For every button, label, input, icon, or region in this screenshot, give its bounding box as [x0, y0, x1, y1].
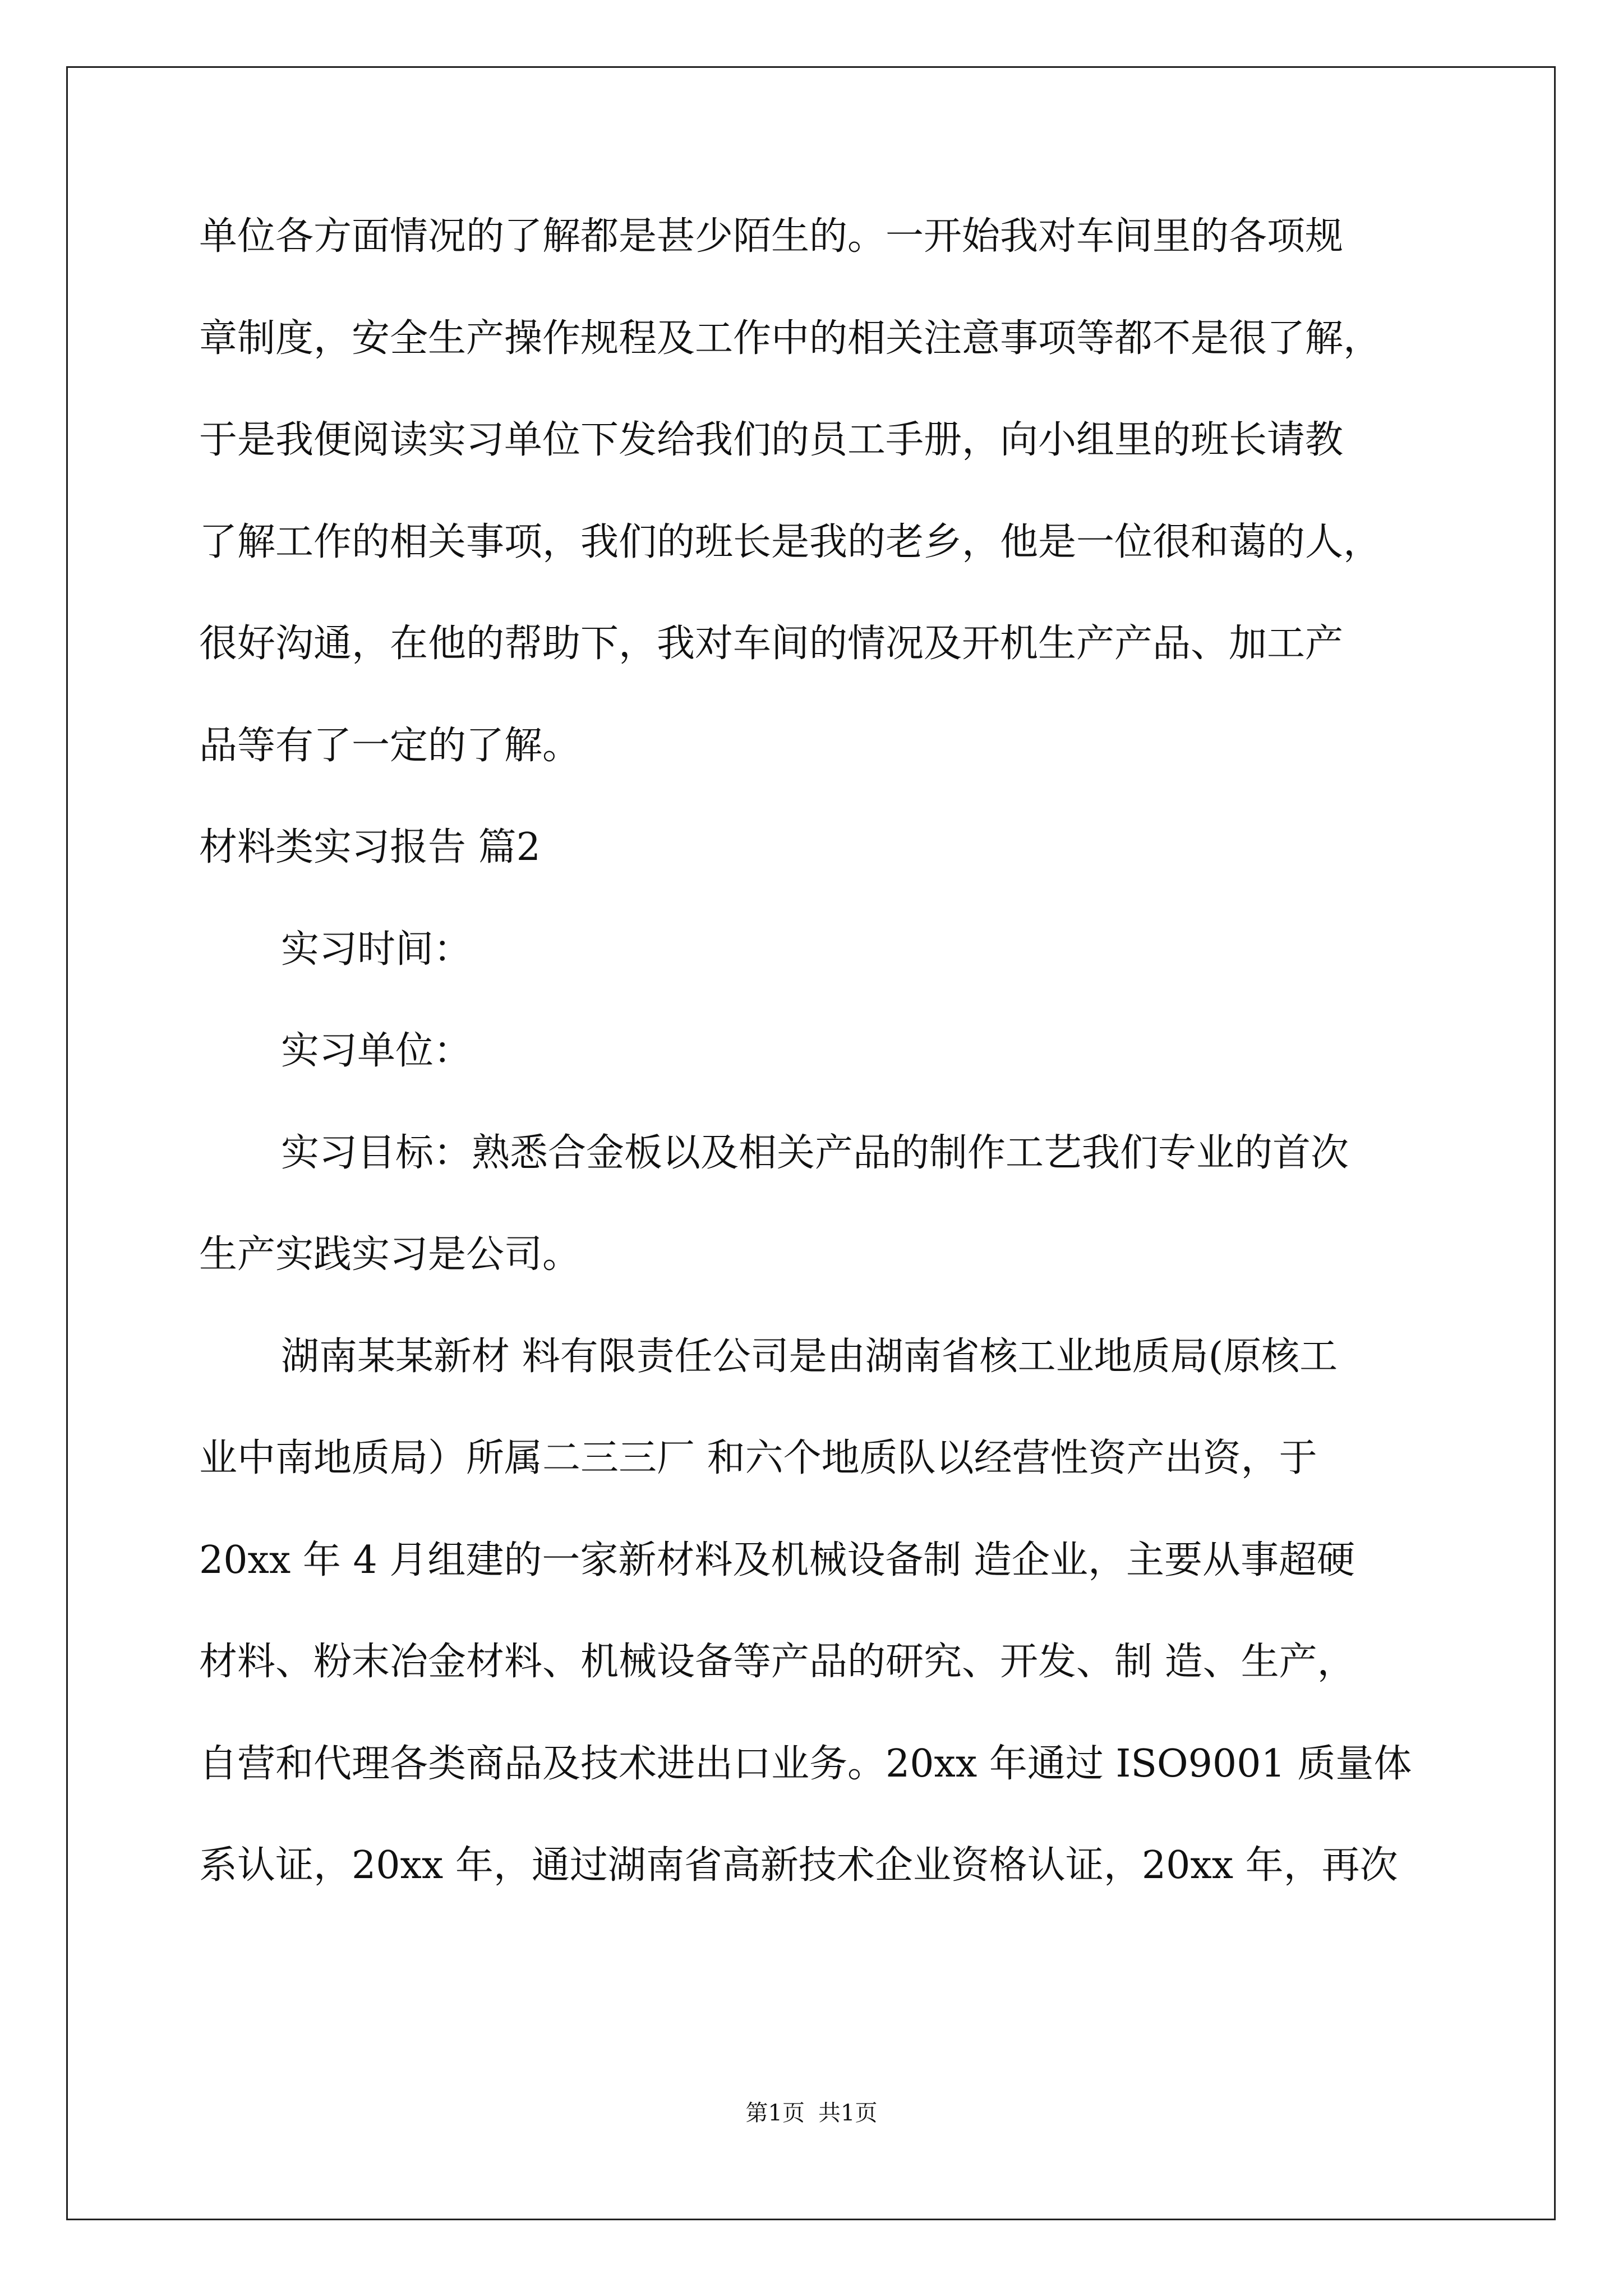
- text-line: 实习时间：: [281, 927, 472, 972]
- page-footer: [0, 2095, 1623, 2127]
- text-line: 了解工作的相关事项，我们的班长是我的老乡，他是一位很和蔼的人，: [199, 519, 1382, 564]
- text-line: 很好沟通，在他的帮助下，我对车间的情况及开机生产产品、加工产: [199, 622, 1344, 666]
- text-line: 章制度，安全生产操作规程及工作中的相关注意事项等都不是很了解，: [199, 316, 1382, 361]
- text-line: 材料、粉末冶金材料、机械设备等产品的研究、开发、制 造、生产，: [199, 1640, 1355, 1684]
- document-body: [199, 214, 1450, 1945]
- text-line: 自营和代理各类商品及技术进出口业务。20xx 年通过 ISO9001 质量体: [199, 1741, 1412, 1786]
- text-line: 湖南某某新材 料有限责任公司是由湖南省核工业地质局(原核工: [281, 1334, 1338, 1379]
- page-number: 第1页: [745, 2100, 805, 2126]
- text-line: 业中南地质局）所属二三三厂 和六个地质队以经营性资产出资，于: [199, 1436, 1317, 1480]
- text-line: 20xx 年 4 月组建的一家新材料及机械设备制 造企业，主要从事超硬: [199, 1538, 1355, 1582]
- text-line: 实习目标：熟悉合金板以及相关产品的制作工艺我们专业的首次: [281, 1130, 1349, 1175]
- text-line: 生产实践实习是公司。: [199, 1232, 581, 1277]
- text-line: 单位各方面情况的了解都是甚少陌生的。一开始我对车间里的各项规: [199, 214, 1344, 259]
- section-heading: 材料类实习报告 篇2: [199, 825, 541, 869]
- text-line: 品等有了一定的了解。: [199, 723, 581, 768]
- text-line: 实习单位：: [281, 1029, 472, 1073]
- page-total: 共1页: [818, 2100, 878, 2126]
- text-line: 于是我便阅读实习单位下发给我们的员工手册，向小组里的班长请教: [199, 418, 1344, 462]
- text-line: 系认证，20xx 年，通过湖南省高新技术企业资格认证，20xx 年，再次: [199, 1843, 1398, 1888]
